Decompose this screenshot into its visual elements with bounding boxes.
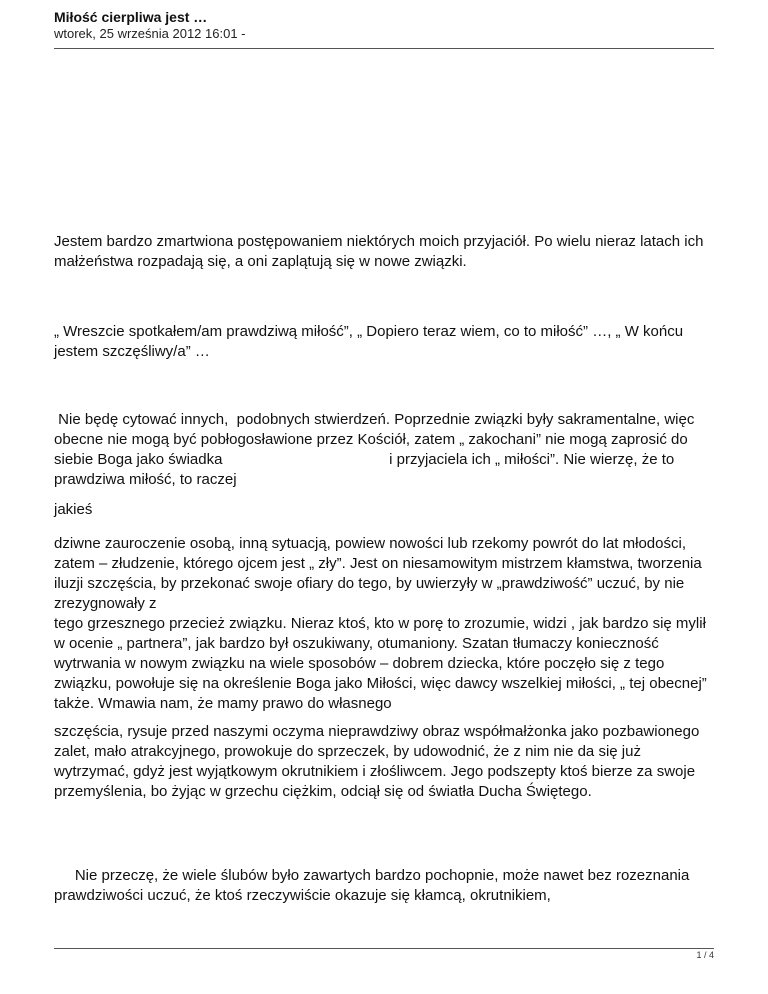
paragraph: Nie przeczę, że wiele ślubów było zawartych bardzo pochopnie, może nawet bez rozeznania prawdziwości uczuć, że ktoś rzeczywiście okazuje się kłamcą, okrutnikiem,	[54, 867, 694, 904]
paragraph: Jestem bardzo zmartwiona postępowaniem niektórych moich przyjaciół. Po wielu nieraz latach ich małżeństwa rozpadają się, a oni zaplątują się w nowe związki.	[54, 233, 704, 270]
paragraph: szczęścia, rysuje przed naszymi oczyma nieprawdziwy obraz współmałżonka jako pozbawionego zalet, mało atrakcyjnego, prowokuje do sprzeczek, by udowodnić, że z nim nie da się już wytrzymać, gdyż jest wyjątkowym okrutnikiem i złośliwcem. Jego podszepty ktoś bierze za swoje przemyślenia, bo żyjąc w grzechu ciężkim, odciął się od światła Ducha Świętego.	[54, 723, 700, 800]
document-title: Miłość cierpliwa jest …	[54, 9, 208, 25]
document-date: wtorek, 25 września 2012 16:01 -	[54, 26, 246, 41]
document-header	[54, 9, 714, 42]
paragraph: Nie będę cytować innych, podobnych stwierdzeń. Poprzednie związki były sakramentalne, więc obecne nie mogą być pobłogosławione przez Kościół, zatem „ zakochani” nie mogą zaprosić do siebie Boga jako świadka i przyjaciela ich „ miłości”. Nie wierzę, że to prawdziwa miłość, to raczej	[54, 411, 699, 488]
paragraph: dziwne zauroczenie osobą, inną sytuacją, powiew nowości lub rzekomy powrót do lat młodości, zatem – złudzenie, którego ojcem jest „ zły”. Jest on niesamowitym mistrzem kłamstwa, tworzenia iluzji szczęścia, by przekonać swoje ofiary do tego, by uwierzyły w „prawdziwość” uczuć, by nie zrezygnowały z	[54, 535, 702, 612]
paragraph: tego grzesznego przecież związku. Nieraz ktoś, kto w porę to zrozumie, widzi , jak bardzo się mylił w ocenie „ partnera”, jak bardzo był oszukiwany, otumaniony. Szatan tłumaczy konieczność wytrwania w nowym związku na wiele sposobów – dobrem dziecka, które poczęło się z tego związku, powołuje się na określenie Boga jako Miłości, więc dawcy wszelkiej miłości, „ tej obecnej” także. Wmawia nam, że mamy prawo do własnego	[54, 615, 707, 712]
header-divider	[54, 48, 714, 49]
paragraph: „ Wreszcie spotkałem/am prawdziwą miłość”, „ Dopiero teraz wiem, co to miłość” …, „ W końcu jestem szczęśliwy/a” …	[54, 323, 684, 360]
footer-divider	[54, 948, 714, 949]
paragraph: jakieś	[54, 501, 93, 518]
page-number: 1 / 4	[696, 950, 714, 960]
